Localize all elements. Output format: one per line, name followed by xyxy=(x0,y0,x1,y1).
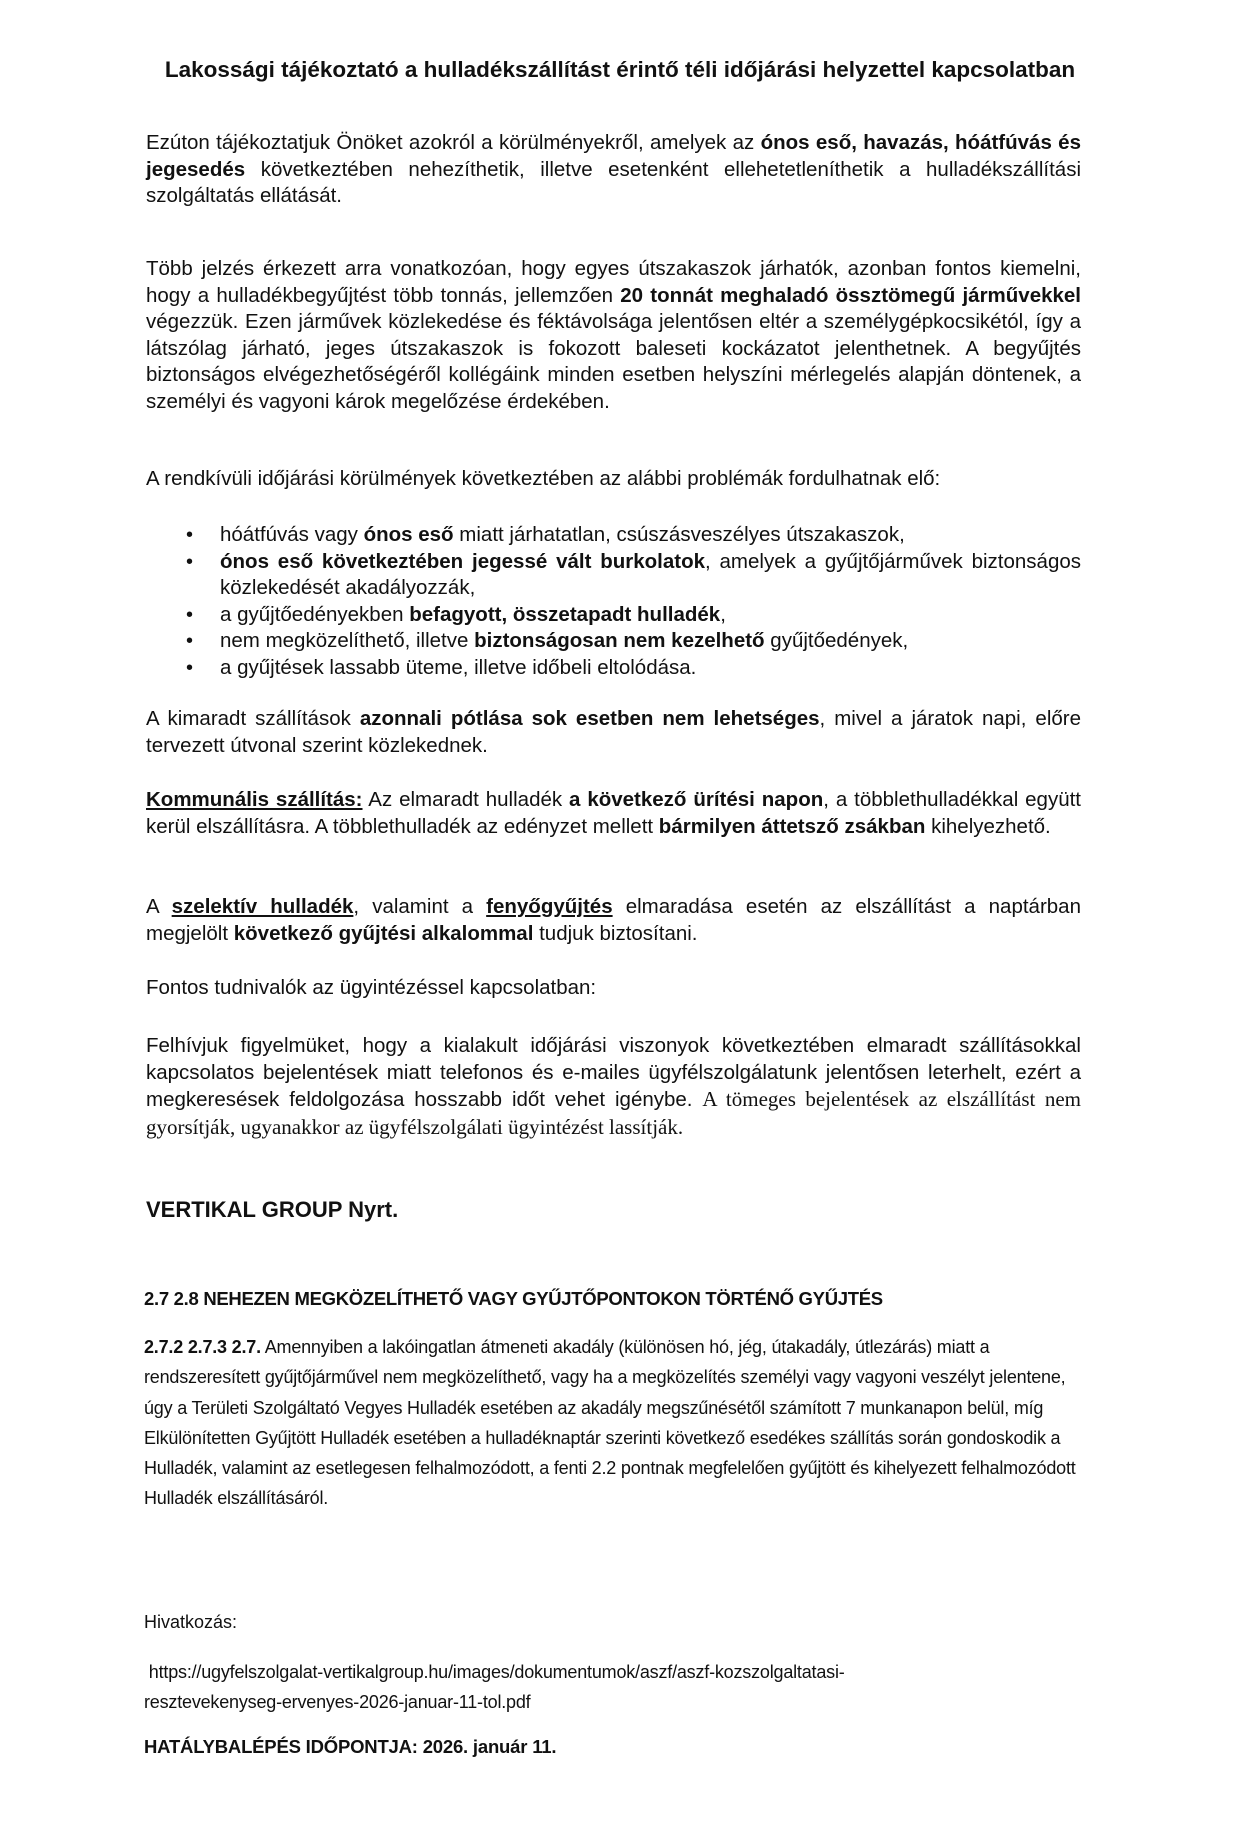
bold-segment: bármilyen áttetsző zsákban xyxy=(658,814,926,838)
section-number: 2.7.2 2.7.3 2.7. xyxy=(144,1337,261,1357)
intro-paragraph xyxy=(146,130,1081,210)
text-segment: A kimaradt szállítások xyxy=(146,707,360,730)
text-segment: Az elmaradt hulladék xyxy=(362,788,570,811)
problems-list xyxy=(146,522,1081,681)
bold-segment: következő gyűjtési alkalommal xyxy=(233,921,534,945)
reference-link[interactable] xyxy=(144,1657,1089,1717)
admin-paragraph xyxy=(146,1033,1081,1141)
bold-segment: biztonságosan nem kezelhető xyxy=(474,629,765,652)
bold-segment: a következő ürítési napon xyxy=(569,788,824,811)
text-segment: következtében nehezíthetik, illetve esetenként ellehetetleníthetik a hulladékszállítási szolgáltatás ellátását. xyxy=(146,157,1081,207)
text-segment: Felhívjuk figyelmüket, hogy a kialakult időjárási viszonyok következtében elmaradt szállításokkal kapcsolatos bejelentések miatt telefonos és e-mailes ügyfélszolgálatunk jelentősen leterhelt, ezért a megkeresések feldolgozása hosszabb időt vehet igénybe. xyxy=(146,1034,1081,1111)
bold-segment: 20 tonnát meghaladó össztömegű járművekkel xyxy=(620,283,1081,307)
text-segment: a gyűjtőedényekben xyxy=(220,602,410,626)
text-segment: tudjuk biztosítani. xyxy=(533,921,698,945)
bold-segment: azonnali pótlása sok esetben nem lehetséges xyxy=(359,707,820,730)
admin-heading: Fontos tudnivalók az ügyintézéssel kapcsolatban: xyxy=(146,976,597,999)
reference-url-line[interactable]: resztevekenyseg-ervenyes-2026-januar-11-tol.pdf xyxy=(144,1692,531,1712)
text-segment: , mivel a járatok napi, előre tervezett útvonal szerint közlekednek. xyxy=(146,707,1082,757)
text-segment: a gyűjtések lassabb üteme, illetve időbeli eltolódása. xyxy=(220,655,697,679)
text-segment: Amennyiben a lakóingatlan átmeneti akadály (különösen hó, jég, útakadály, útlezárás) miatt a rendszeresített gyűjtőjárművel nem megközelíthető, vagy ha a megközelítés személyi vagy vagyoni veszélyt jelentene, úgy a Területi Szolgáltató Vegyes Hulladék esetében az akadály megszűnésétől számított 7 munkanapon belül, míg Elkülönítetten Gyűjtött Hulladék esetében a hulladéknaptár szerinti következő esedékes szállítás során gondoskodik a Hulladék, valamint az esetlegesen felhalmozódott, a fenti 2.2 pontnak megfelelően gyűjtött és kihelyezett felhalmozódott Hulladék elszállításáról. xyxy=(144,1337,1076,1509)
company-name: VERTIKAL GROUP Nyrt. xyxy=(146,1197,399,1222)
text-segment: Ezúton tájékoztatjuk Önöket azokról a körülményekről, amelyek az xyxy=(146,131,761,154)
serif-text-segment: A tömeges bejelentések az elszállítást nem gyorsítják, ugyanakkor az ügyfélszolgálati ügyintézést lassítják. xyxy=(146,1087,1082,1139)
vehicles-paragraph xyxy=(146,256,1081,415)
text-segment: A xyxy=(146,895,172,918)
underlined-bold-segment: szelektív hulladék xyxy=(171,895,354,918)
list-item xyxy=(146,602,1081,629)
bold-segment: befagyott, összetapadt hulladék xyxy=(409,602,721,626)
bold-segment: ónos eső, havazás, hóátfúvás és jegesedés xyxy=(146,131,1081,181)
communal-label: Kommunális szállítás: xyxy=(146,788,363,811)
bold-segment: ónos eső xyxy=(363,523,454,546)
text-segment: , a többlethulladékkal együtt kerül elszállításra. A többlethulladék az edényzet mellett xyxy=(146,788,1081,838)
list-item xyxy=(146,655,1081,682)
section-heading: 2.7 2.8 NEHEZEN MEGKÖZELÍTHETŐ VAGY GYŰJTŐPONTOKON TÖRTÉNŐ GYŰJTÉS xyxy=(144,1288,883,1309)
text-segment: , xyxy=(720,602,726,626)
text-segment: miatt járhatatlan, csúszásveszélyes útszakaszok, xyxy=(453,523,905,546)
underlined-bold-segment: fenyőgyűjtés xyxy=(486,895,613,918)
communal-paragraph xyxy=(146,787,1081,840)
document-title: Lakossági tájékoztató a hulladékszállítást érintő téli időjárási helyzettel kapcsolatban xyxy=(164,57,1076,82)
effective-date: HATÁLYBALÉPÉS IDŐPONTJA: 2026. január 11. xyxy=(144,1736,557,1757)
text-segment: gyűjtőedények, xyxy=(764,629,909,652)
text-segment: , amelyek a gyűjtőjárművek biztonságos közlekedését akadályozzák, xyxy=(220,549,1081,599)
list-item xyxy=(146,628,1081,655)
text-segment: végezzük. Ezen járművek közlekedése és féktávolsága jelentősen eltér a személygépkocsikétól, így a látszólag járható, jeges útszakaszok is fokozott baleseti kockázatot jelenthetnek. A begyűjtés biztonságos elvégezhetőségéről kollégáink minden esetben helyszíni mérlegelés alapján döntenek, a személyi és vagyoni károk megelőzése érdekében. xyxy=(146,310,1081,413)
text-segment: kihelyezhető. xyxy=(925,814,1051,838)
text-segment: , valamint a xyxy=(353,895,487,918)
missed-paragraph xyxy=(146,706,1081,759)
text-segment: nem megközelíthető, illetve xyxy=(220,629,475,652)
selective-paragraph xyxy=(146,894,1081,947)
list-item xyxy=(146,549,1081,602)
text-segment: hóátfúvás vagy xyxy=(220,523,364,546)
bold-segment: ónos eső következtében jegessé vált burkolatok xyxy=(220,549,706,573)
section-paragraph xyxy=(144,1332,1089,1514)
list-item xyxy=(146,522,1081,549)
problems-intro: A rendkívüli időjárási körülmények következtében az alábbi problémák fordulhatnak elő: xyxy=(146,467,941,490)
reference-label: Hivatkozás: xyxy=(144,1612,238,1632)
text-segment: Több jelzés érkezett arra vonatkozóan, hogy egyes útszakaszok járhatók, azonban fontos kiemelni, hogy a hulladékbegyűjtést több tonnás, jellemzően xyxy=(146,257,1081,307)
reference-url-line[interactable]: https://ugyfelszolgalat-vertikalgroup.hu/images/dokumentumok/aszf/aszf-kozszolgaltatasi- xyxy=(144,1662,845,1682)
text-segment: elmaradása esetén az elszállítást a naptárban megjelölt xyxy=(146,895,1081,945)
